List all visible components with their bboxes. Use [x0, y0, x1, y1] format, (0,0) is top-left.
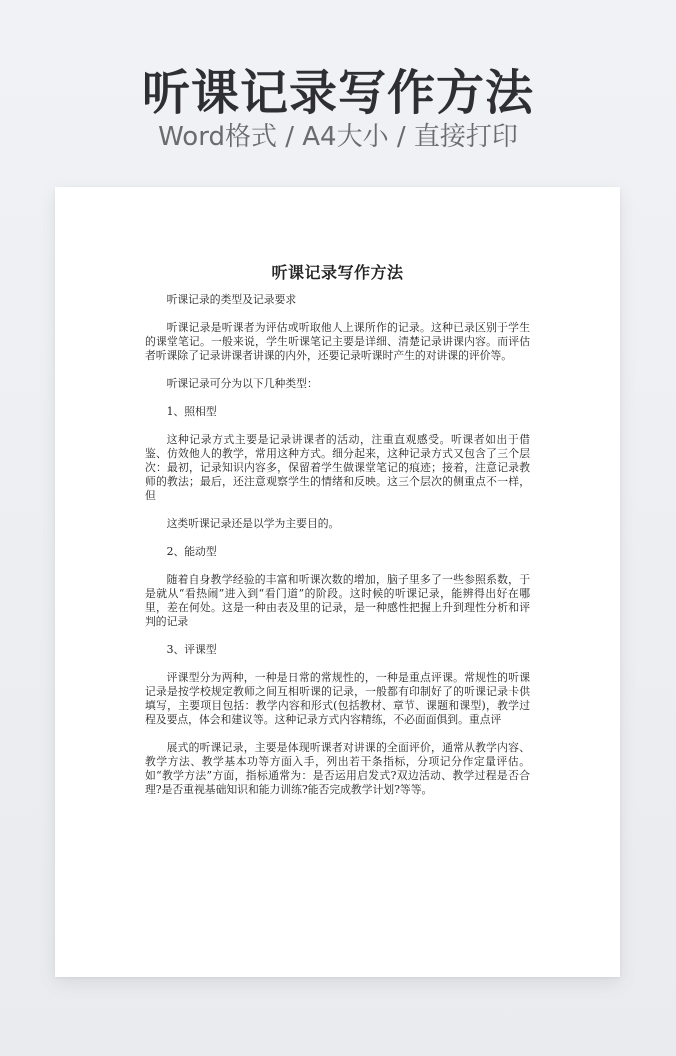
page-subtitle: Word格式 / A4大小 / 直接打印	[158, 122, 518, 152]
document-title: 听课记录写作方法	[271, 263, 404, 282]
page-title: 听课记录写作方法	[141, 65, 534, 121]
paragraph-type-1-heading: 1、照相型	[166, 405, 217, 418]
document-page	[55, 187, 620, 977]
paragraph-type-1-body: 这种记录方式主要是记录讲课者的活动，注重直观感受。听课者如出于借鉴、仿效他人的教学，常用这种方式。细分起来，这种记录方式又包含了三个层次：最初，记录知识内容多，保留着学生做课堂笔记的痕迹；接着，注意记录教师的教法；最后，还注意观察学生的情绪和反映。这三个层次的侧重点不一样，但	[145, 433, 530, 502]
paragraph-type-2-heading: 2、能动型	[166, 545, 217, 558]
paragraph-definition: 听课记录是听课者为评估或听取他人上课所作的记录。这种已录区别于学生的课堂笔记。一般来说，学生听课笔记主要是详细、清楚记录讲课内容。而评估者听课除了记录讲课者讲课的内外，还要记录听课时产生的对讲课的评价等。	[145, 321, 530, 362]
paragraph-type-2-body: 随着自身教学经验的丰富和听课次数的增加，脑子里多了一些参照系数，于是就从“看热闹”进入到“看门道”的阶段。这时候的听课记录，能辨得出好在哪里，差在何处。这是一种由表及里的记录，是一种感性把握上升到理性分析和评判的记录	[145, 573, 530, 628]
paragraph-type-3-heading: 3、评课型	[166, 643, 217, 656]
document-body	[145, 261, 530, 811]
paragraph-types-intro: 听课记录可分为以下几种类型：	[166, 377, 318, 390]
paragraph-type-3-detail: 展式的听课记录，主要是体现听课者对讲课的全面评价，通常从教学内容、教学方法、教学基本功等方面入手，列出若干条指标，分项记分作定量评估。如“教学方法”方面，指标通常为：是否运用启发式?双边活动、教学过程是否合理?是否重视基础知识和能力训练?能否完成教学计划?等等。	[145, 741, 530, 796]
paragraph-section-heading: 听课记录的类型及记录要求	[166, 293, 297, 306]
paragraph-type-1-note: 这类听课记录还是以学为主要目的。	[166, 517, 340, 530]
paragraph-type-3-body: 评课型分为两种，一种是日常的常规性的，一种是重点评课。常规性的听课记录是按学校规定教师之间互相听课的记录，一般都有印制好了的听课记录卡供填写，主要项目包括：教学内容和形式(包括教材、章节、课题和课型)，教学过程及要点，体会和建议等。这种记录方式内容精练，不必面面俱到。重点评	[145, 671, 530, 726]
